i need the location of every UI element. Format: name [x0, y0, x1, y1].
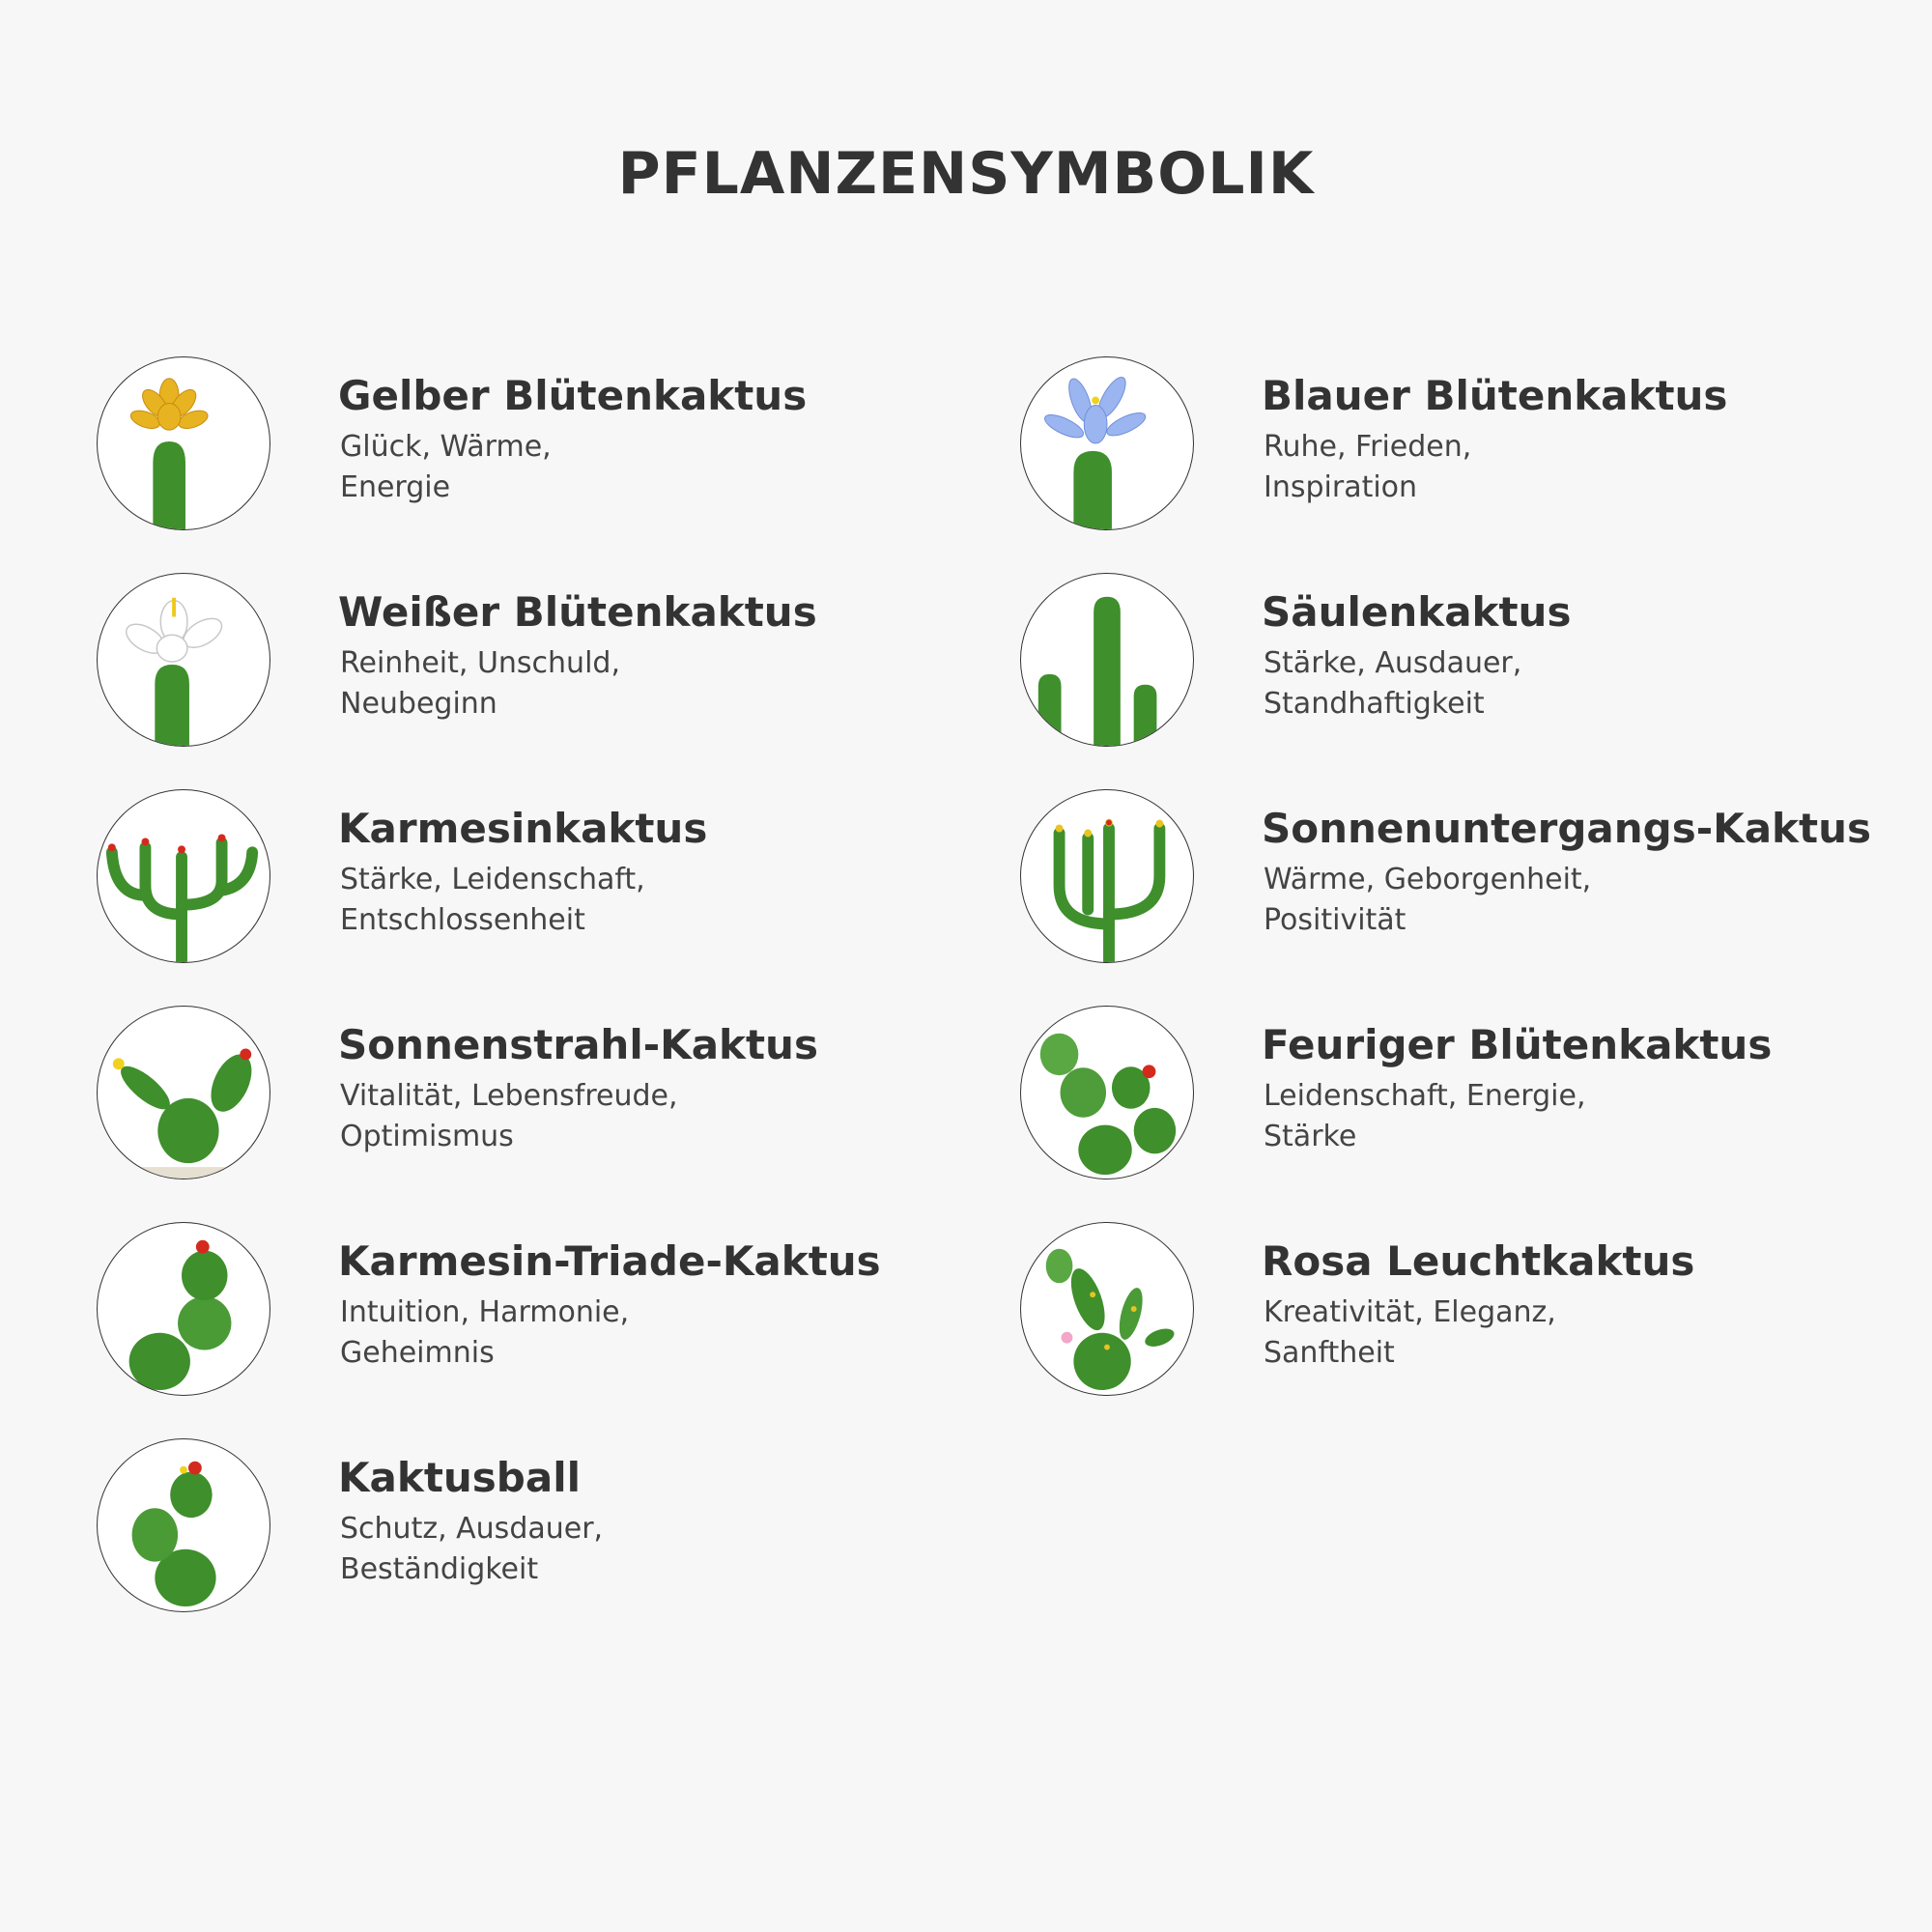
plant-name: Weißer Blütenkaktus: [338, 588, 817, 636]
plant-meaning: [340, 427, 842, 508]
plant-item-blue-flower-cactus: [1020, 356, 1889, 540]
plant-item-pink-glow-cactus: [1020, 1222, 1889, 1406]
plant-name: Kaktusball: [338, 1454, 581, 1501]
meaning-line-1: Stärke, Leidenschaft,: [340, 863, 645, 896]
plant-meaning: [340, 860, 842, 941]
plant-meaning: [340, 1076, 842, 1157]
meaning-line-1: Reinheit, Unschuld,: [340, 646, 620, 680]
meaning-line-2: Positivität: [1264, 903, 1406, 937]
plant-name: Karmesinkaktus: [338, 805, 708, 852]
meaning-line-2: Entschlossenheit: [340, 903, 585, 937]
plant-name: Sonnenstrahl-Kaktus: [338, 1021, 818, 1068]
plant-name: Sonnenuntergangs-Kaktus: [1262, 805, 1871, 852]
plant-meaning: [340, 643, 842, 724]
yellow-flower-cactus-icon: [97, 356, 270, 530]
blue-flower-cactus-icon: [1020, 356, 1194, 530]
meaning-line-1: Wärme, Geborgenheit,: [1264, 863, 1592, 896]
meaning-line-1: Stärke, Ausdauer,: [1264, 646, 1522, 680]
meaning-line-2: Energie: [340, 470, 451, 504]
plant-item-sunset-cactus: [1020, 789, 1889, 973]
plant-item-fiery-flower-cactus: [1020, 1006, 1889, 1189]
plant-name: Blauer Blütenkaktus: [1262, 372, 1728, 419]
meaning-line-2: Geheimnis: [340, 1336, 495, 1370]
meaning-line-2: Neubeginn: [340, 687, 497, 721]
pink-glow-cactus-icon: [1020, 1222, 1194, 1396]
sunset-cactus-icon: [1020, 789, 1194, 963]
cactus-ball-icon: [97, 1438, 270, 1612]
plant-name: Gelber Blütenkaktus: [338, 372, 808, 419]
meaning-line-1: Glück, Wärme,: [340, 430, 552, 464]
plant-item-crimson-triad-cactus: [97, 1222, 966, 1406]
meaning-line-2: Sanftheit: [1264, 1336, 1395, 1370]
plant-meaning: [1264, 643, 1766, 724]
meaning-line-1: Leidenschaft, Energie,: [1264, 1079, 1586, 1113]
meaning-line-1: Vitalität, Lebensfreude,: [340, 1079, 678, 1113]
plant-item-yellow-flower-cactus: [97, 356, 966, 540]
plant-item-column-cactus: [1020, 573, 1889, 756]
plant-item-white-flower-cactus: [97, 573, 966, 756]
meaning-line-2: Beständigkeit: [340, 1552, 539, 1586]
plant-meaning: [1264, 427, 1766, 508]
meaning-line-1: Kreativität, Eleganz,: [1264, 1295, 1556, 1329]
white-flower-cactus-icon: [97, 573, 270, 747]
meaning-line-1: Schutz, Ausdauer,: [340, 1512, 604, 1546]
plant-name: Rosa Leuchtkaktus: [1262, 1237, 1695, 1285]
sunbeam-cactus-icon: [97, 1006, 270, 1179]
plant-item-crimson-cactus: [97, 789, 966, 973]
meaning-line-2: Inspiration: [1264, 470, 1418, 504]
plant-meaning: [1264, 1076, 1766, 1157]
crimson-cactus-icon: [97, 789, 270, 963]
column-cactus-icon: [1020, 573, 1194, 747]
meaning-line-2: Optimismus: [340, 1120, 514, 1153]
plant-meaning: [1264, 860, 1766, 941]
crimson-triad-cactus-icon: [97, 1222, 270, 1396]
plant-name: Säulenkaktus: [1262, 588, 1572, 636]
meaning-line-2: Standhaftigkeit: [1264, 687, 1485, 721]
meaning-line-1: Intuition, Harmonie,: [340, 1295, 630, 1329]
page-title: PFLANZENSYMBOLIK: [617, 140, 1315, 208]
plant-item-cactus-ball: [97, 1438, 966, 1622]
fiery-flower-cactus-icon: [1020, 1006, 1194, 1179]
meaning-line-1: Ruhe, Frieden,: [1264, 430, 1472, 464]
plant-meaning: [1264, 1293, 1766, 1374]
plant-name: Karmesin-Triade-Kaktus: [338, 1237, 881, 1285]
plant-meaning: [340, 1293, 842, 1374]
plant-item-sunbeam-cactus: [97, 1006, 966, 1189]
plant-meaning: [340, 1509, 842, 1590]
meaning-line-2: Stärke: [1264, 1120, 1357, 1153]
plant-name: Feuriger Blütenkaktus: [1262, 1021, 1773, 1068]
